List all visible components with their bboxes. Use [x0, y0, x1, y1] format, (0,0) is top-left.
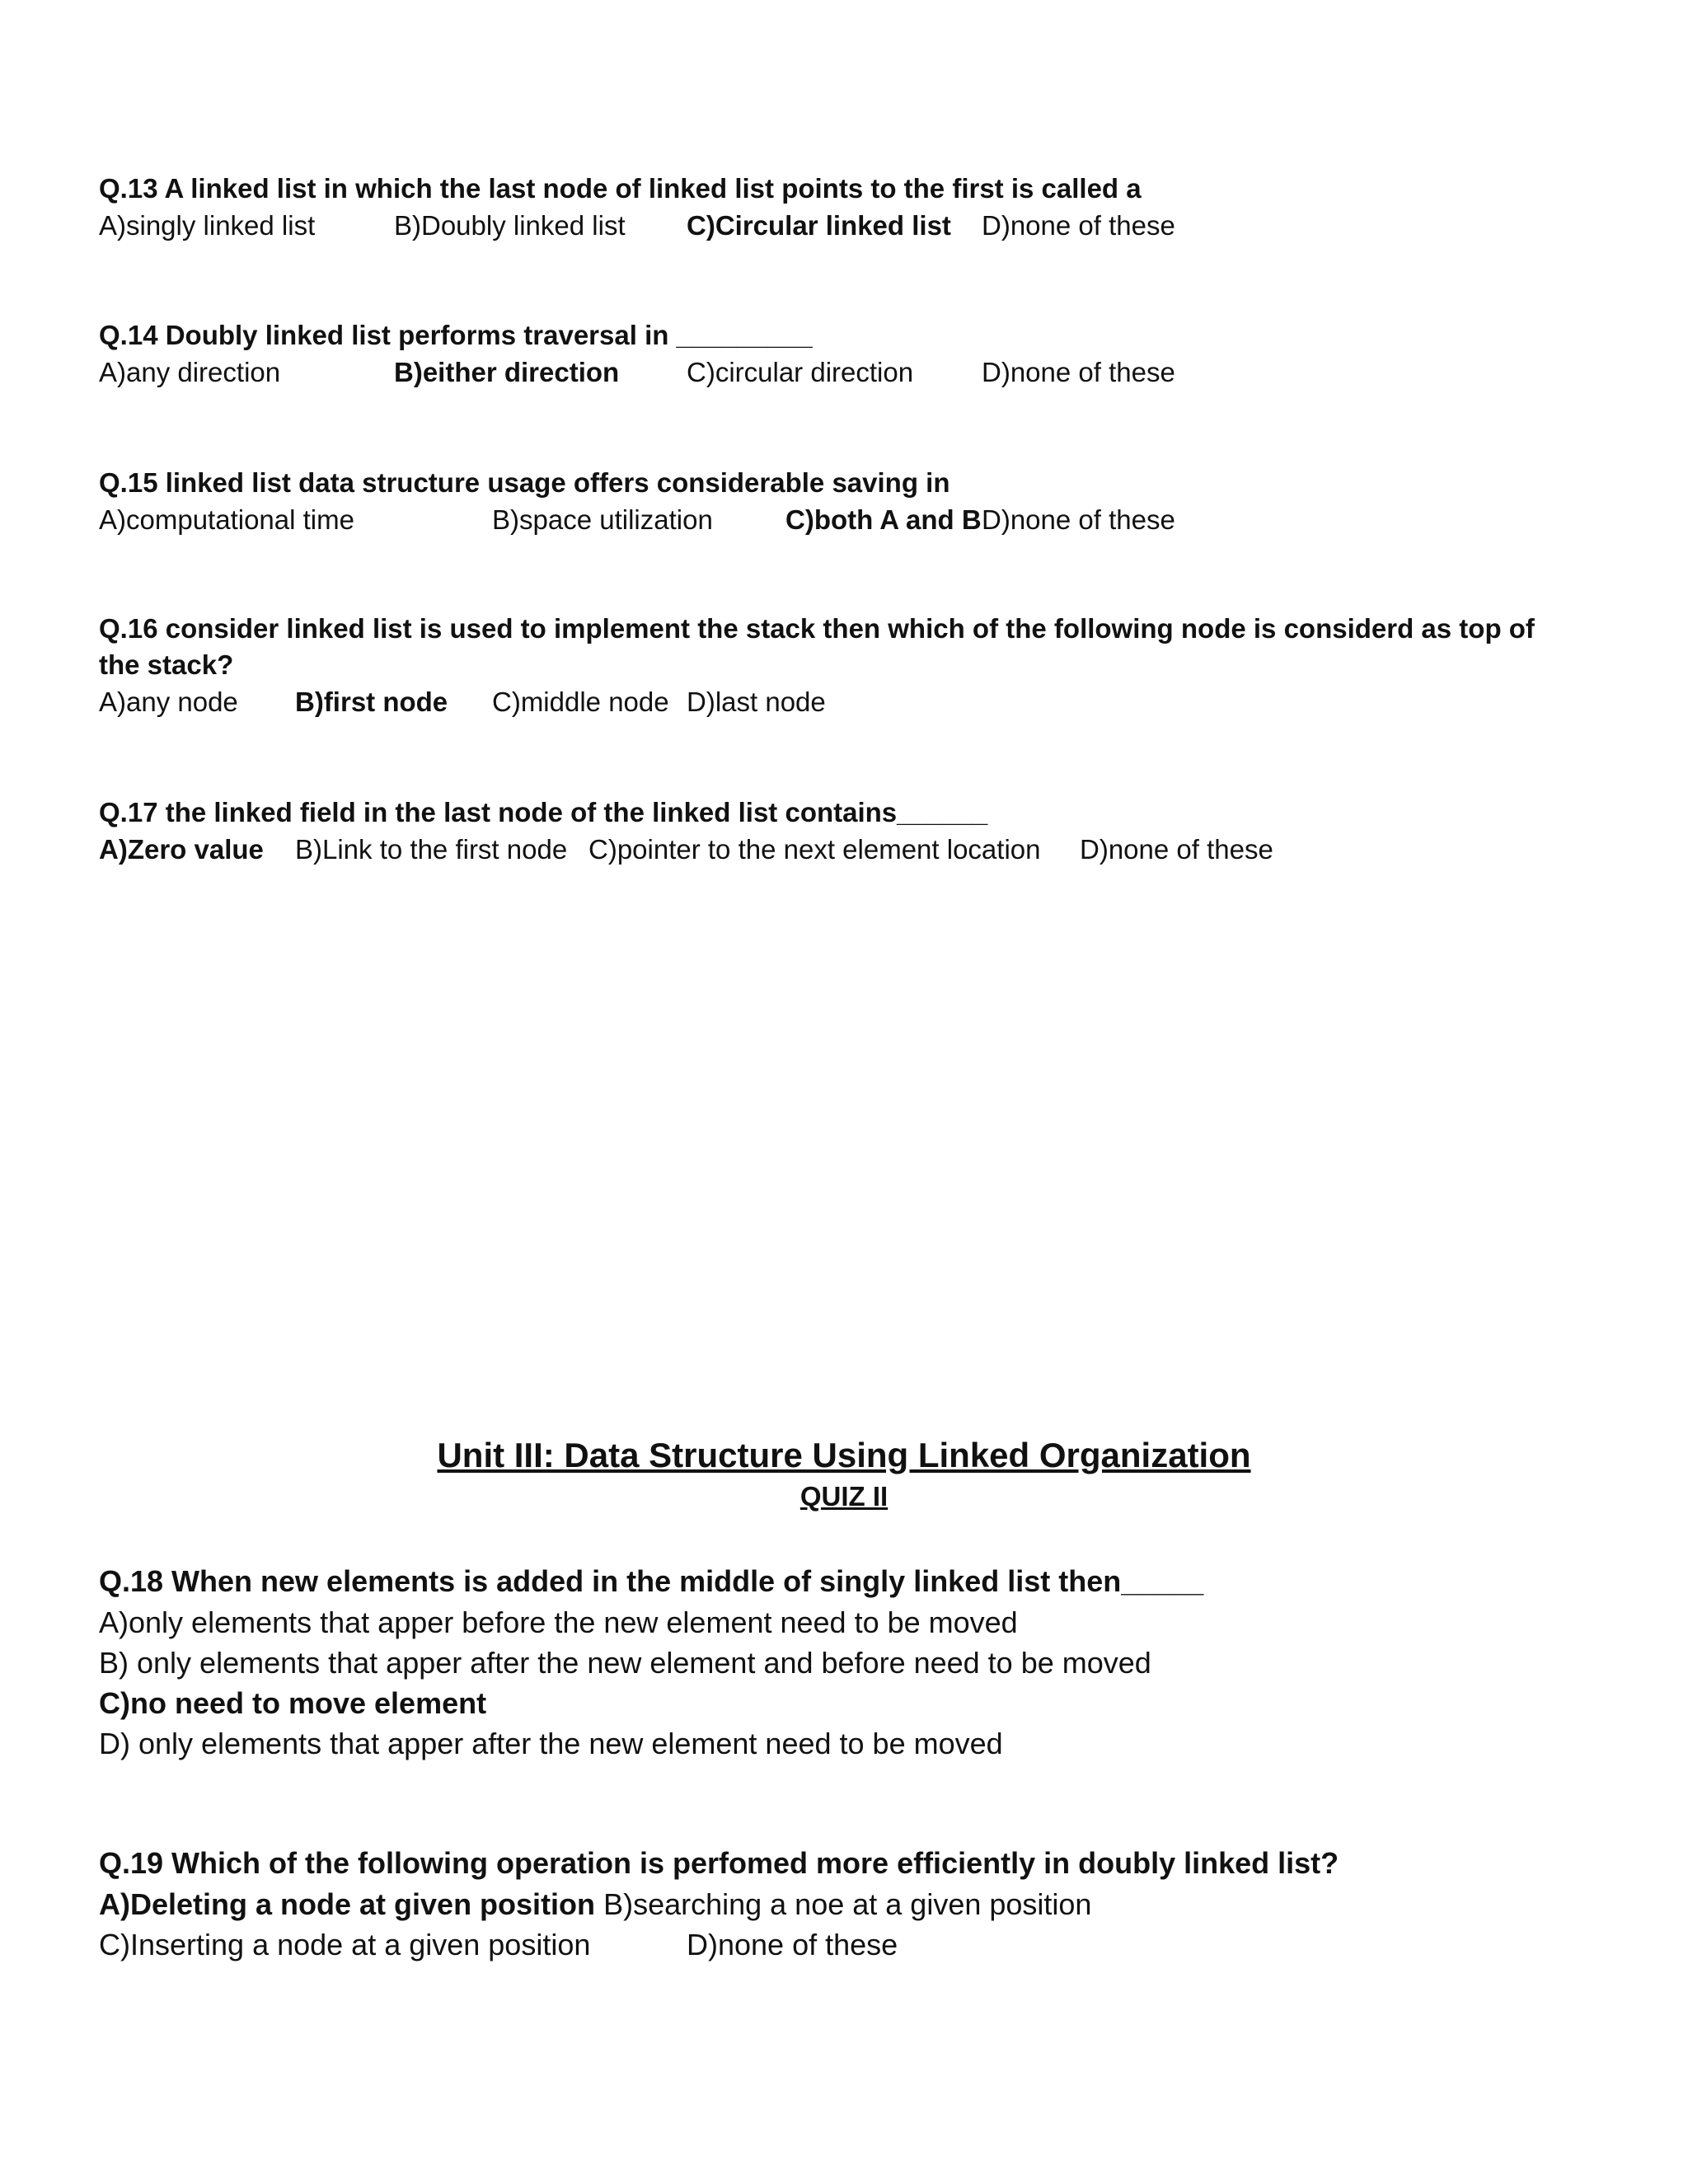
option-d: D)none of these	[982, 504, 1175, 535]
question-15-options	[99, 501, 1175, 539]
option-a: A)any node	[99, 687, 238, 717]
question-14-text: Q.14 Doubly linked list performs traversal in _________	[99, 320, 813, 350]
option-a-correct: A)Zero value	[99, 834, 264, 865]
option-b-correct: B)either direction	[394, 357, 620, 387]
option-d: D)none of these	[982, 357, 1175, 387]
question-15	[99, 465, 1175, 539]
quiz-subtitle: QUIZ II	[799, 1481, 889, 1511]
question-18-text: Q.18 When new elements is added in the middle of singly linked list then_____	[99, 1564, 1204, 1598]
option-d: D)none of these	[1080, 834, 1273, 865]
unit-heading	[0, 1432, 1688, 1515]
question-18	[99, 1561, 1203, 1764]
option-a: A)any direction	[99, 357, 281, 387]
option-b: B)searching a noe at a given position	[603, 1887, 1092, 1921]
option-a: A)singly linked list	[99, 210, 316, 241]
unit-title: Unit III: Data Structure Using Linked Organization	[437, 1436, 1251, 1474]
question-13-options	[99, 207, 1175, 245]
option-d: D) only elements that apper after the new element need to be moved	[99, 1727, 1003, 1760]
option-c: C)pointer to the next element location	[588, 834, 1041, 865]
question-19-options-row-1	[99, 1884, 1339, 1924]
question-17-text: Q.17 the linked field in the last node of the linked list contains______	[99, 797, 988, 827]
question-13-text: Q.13 A linked list in which the last node of linked list points to the first is called a	[99, 173, 1142, 204]
option-c: C)circular direction	[687, 357, 914, 387]
option-d: D)last node	[687, 687, 826, 717]
option-b-correct: B)first node	[295, 687, 448, 717]
question-14	[99, 317, 1175, 391]
question-15-text: Q.15 linked list data structure usage offers considerable saving in	[99, 467, 950, 498]
option-b: B)Link to the first node	[295, 834, 568, 865]
question-14-options	[99, 354, 1175, 391]
option-a-correct: A)Deleting a node at given position	[99, 1887, 596, 1921]
question-17	[99, 794, 1273, 869]
option-a: A)only elements that apper before the new element need to be moved	[99, 1605, 1018, 1639]
question-16-options	[99, 683, 1550, 721]
option-b: B)Doubly linked list	[394, 210, 626, 241]
question-19-text: Q.19 Which of the following operation is perfomed more efficiently in doubly linked list?	[99, 1846, 1339, 1880]
option-b: B)space utilization	[492, 504, 713, 535]
option-c-correct: C)no need to move element	[99, 1686, 487, 1720]
question-17-options	[99, 831, 1273, 869]
option-c: C)Inserting a node at a given position	[99, 1928, 591, 1961]
option-a: A)computational time	[99, 504, 354, 535]
question-19-options-row-2	[99, 1924, 1339, 1965]
option-b: B) only elements that apper after the new element and before need to be moved	[99, 1646, 1151, 1680]
question-13	[99, 171, 1175, 245]
question-19	[99, 1843, 1339, 1965]
question-16-text: Q.16 consider linked list is used to implement the stack then which of the following node is considerd as top of the stack?	[99, 613, 1535, 680]
question-16	[99, 611, 1550, 721]
option-d: D)none of these	[982, 210, 1175, 241]
option-c-correct: C)both A and B	[785, 504, 982, 535]
option-d: D)none of these	[687, 1928, 898, 1961]
option-c: C)middle node	[492, 687, 669, 717]
option-c-correct: C)Circular linked list	[687, 210, 951, 241]
